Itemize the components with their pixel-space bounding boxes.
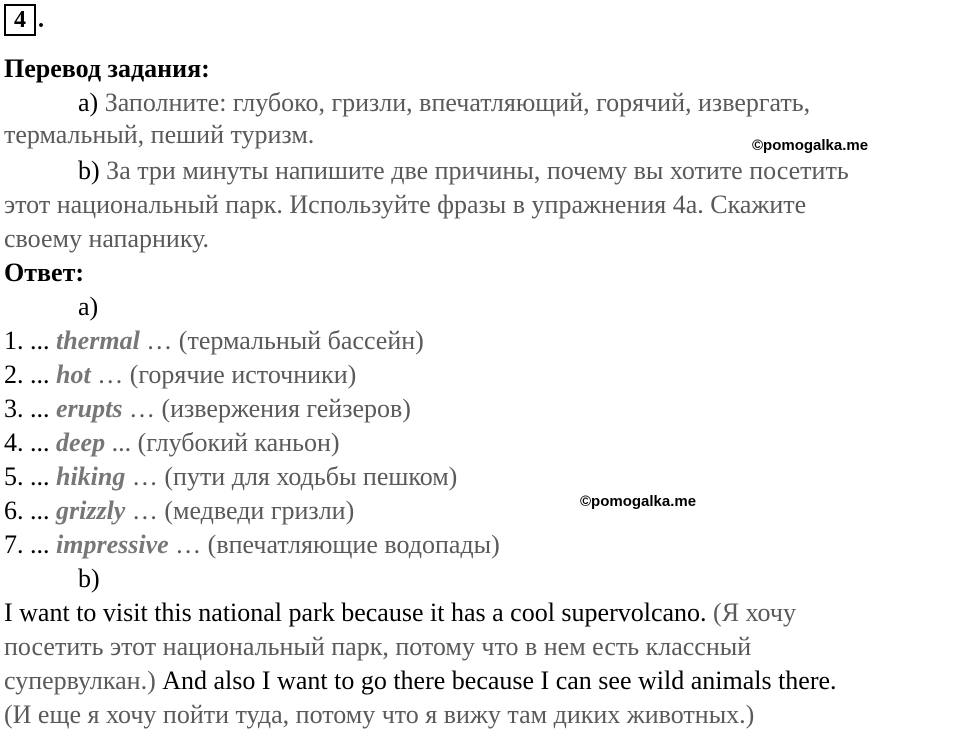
answer-item-word: hot [56,360,91,389]
watermark-top: ©pomogalka.me [752,137,869,154]
answer-b-english-2: And also I want to go there because I can see wild animals there. [155,666,837,695]
answer-item-prefix: 6. ... [4,496,56,525]
answer-item-word: deep [56,428,106,457]
translation-heading: Перевод задания: [4,54,210,83]
answer-b-russian-1c: супервулкан.) [4,666,156,695]
answer-item-prefix: 2. ... [4,360,56,389]
exercise-number: 4 [4,4,36,36]
answer-item-prefix: 5. ... [4,462,56,491]
translation-a [78,86,810,120]
answer-item [4,460,457,494]
translation-b-text-3: своему напарнику. [4,224,210,253]
answer-a-label: a) [78,292,99,321]
answer-item-word: hiking [56,462,126,491]
answer-b-english-1: I want to visit this national park because it has a cool supervolcano. [4,598,707,627]
answer-b-line-3 [4,664,837,698]
translation-b-text-1: За три минуты напишите две причины, почему вы хотите посетить [99,156,849,185]
translation-a-text-1: Заполните: глубоко, гризли, впечатляющий, горячий, извергать, [98,88,811,117]
answer-item [4,426,340,460]
answer-item-suffix: ... (глубокий каньон) [105,428,340,457]
answer-item-prefix: 4. ... [4,428,56,457]
translation-b [78,154,849,188]
exercise-number-dot: . [38,7,44,33]
translation-b-text-2: этот национальный парк. Используйте фразы в упражнения 4а. Скажите [4,190,807,219]
answer-b-russian-2: (И еще я хочу пойти туда, потому что я вижу там диких животных.) [4,700,755,729]
answer-heading: Ответ: [4,258,85,287]
answer-item [4,494,354,528]
watermark-middle: ©pomogalka.me [580,493,697,510]
answer-item-word: erupts [56,394,123,423]
answer-item [4,528,500,562]
answer-item-prefix: 7. ... [4,530,56,559]
answer-item-suffix: … (извержения гейзеров) [122,394,411,423]
answer-b-label: b) [78,564,100,593]
answer-b-line-1 [4,596,796,630]
translation-a-label: a) [78,88,99,117]
answer-b-russian-1a: (Я хочу [706,598,796,627]
translation-b-label: b) [78,156,100,185]
answer-item-prefix: 1. ... [4,326,56,355]
answer-item-suffix: … (горячие источники) [90,360,357,389]
answer-item-suffix: … (медведи гризли) [125,496,355,525]
answer-item-word: grizzly [56,496,126,525]
answer-item-word: thermal [56,326,140,355]
answer-item [4,392,411,426]
answer-item-prefix: 3. ... [4,394,56,423]
answer-b-russian-1b: посетить этот национальный парк, потому что в нем есть классный [4,632,752,661]
answer-item-word: impressive [56,530,169,559]
answer-item [4,358,356,392]
answer-item-suffix: … (пути для ходьбы пешком) [125,462,458,491]
answer-item-suffix: … (впечатляющие водопады) [168,530,500,559]
translation-a-text-2: термальный, пеший туризм. [4,120,315,149]
answer-item [4,324,424,358]
answer-item-suffix: … (термальный бассейн) [139,326,424,355]
